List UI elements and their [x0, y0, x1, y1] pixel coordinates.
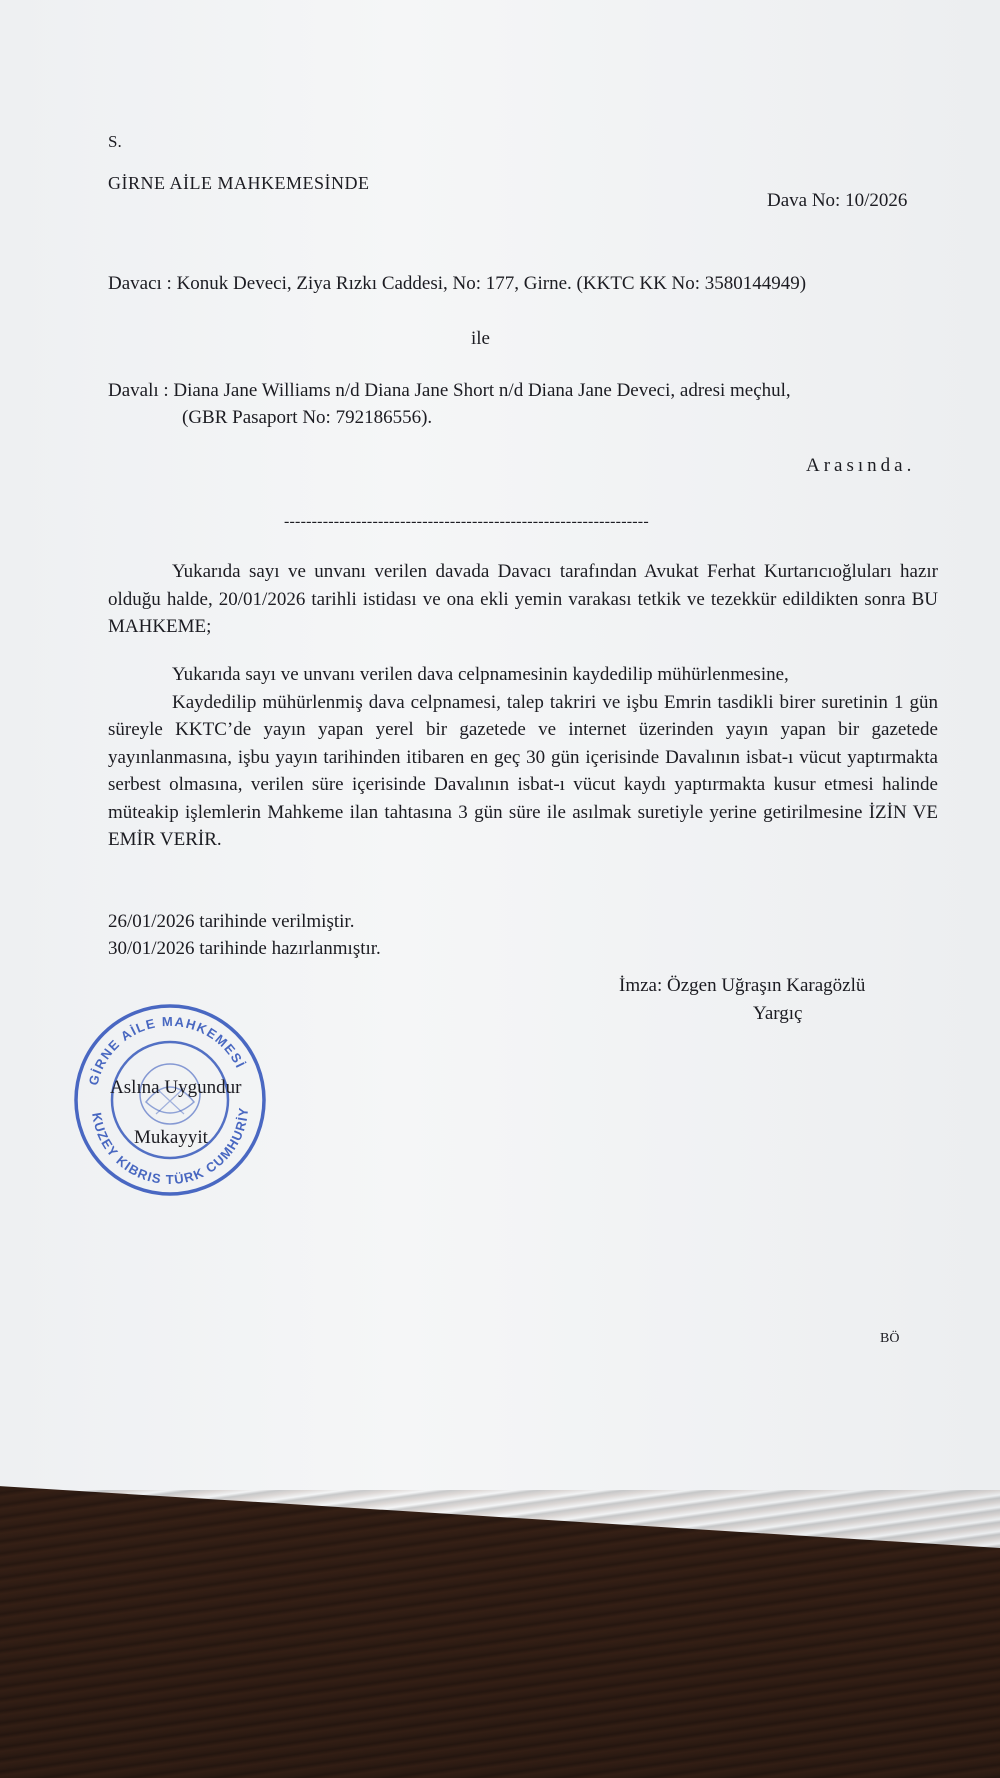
defendant-line-2: (GBR Pasaport No: 792186556).: [182, 407, 433, 428]
between-label: Arasında.: [806, 455, 916, 476]
reference-mark: S.: [108, 132, 122, 151]
case-number: Dava No: 10/2026: [767, 190, 908, 211]
initials: BÖ: [880, 1331, 900, 1346]
seal-graphic: [72, 1002, 268, 1198]
separator-line: ------------------------------------------------------------------: [284, 513, 649, 530]
defendant-line-1: Davalı : Diana Jane Williams n/d Diana Jane Short n/d Diana Jane Deveci, adresi meçhul,: [108, 380, 791, 401]
seal-text-bottom: KUZEY KIBRIS TÜRK CUMHURİY: [89, 1106, 252, 1188]
order-preamble: [108, 558, 938, 641]
court-seal: [72, 1002, 268, 1198]
prepared-date: 30/01/2026 tarihinde hazırlanmıştır.: [108, 938, 381, 959]
registrar-label: Mukayyit: [134, 1127, 208, 1148]
plaintiff-line: Davacı : Konuk Deveci, Ziya Rızkı Caddesi, No: 177, Girne. (KKTC KK No: 3580144949): [108, 273, 807, 294]
judge-signature: İmza: Özgen Uğraşın Karagözlü: [619, 975, 866, 996]
paragraph-seal-order: Yukarıda sayı ve unvanı verilen dava celpnamesinin kaydedilip mühürlenmesine,: [172, 664, 789, 685]
conjunction-ile: ile: [471, 328, 490, 349]
court-name: GİRNE AİLE MAHKEMESİNDE: [108, 173, 370, 193]
paragraph-preamble: Yukarıda sayı ve unvanı verilen davada Davacı tarafından Avukat Ferhat Kurtarıcıoğluları hazır olduğu halde, 20/01/2026 tarihli istidası ve ona ekli yemin varakası tetkik ve tezekkür edildikten sonra BU MAHKEME;: [108, 561, 938, 637]
given-date: 26/01/2026 tarihinde verilmiştir.: [108, 911, 355, 932]
seal-text-top: GİRNE AİLE MAHKEMESİ: [85, 1013, 249, 1087]
paragraph-publication-order: Kaydedilip mühürlenmiş dava celpnamesi, talep takriri ve işbu Emrin tasdikli birer suretinin 1 gün süreyle KKTC’de yayın yapan yerel bir gazetede ve internet üzerinden yayın yapan bir gazetede yayınlanmasına, işbu yayın tarihinden itibaren en geç 30 gün içerisinde Davalının isbat-ı vücut yaptırmakta serbest olmasına, verilen süre içerisinde Davalının isbat-ı vücut kaydı yaptırmakta kusur etmesi halinde müteakip işlemlerin Mahkeme ilan tahtasına 3 gün süre ile asılmak suretiyle yerine getirilmesine İZİN VE EMİR VERİR.: [108, 691, 938, 850]
order-body: [108, 661, 938, 854]
certified-copy-line: Aslına Uygundur: [110, 1077, 242, 1098]
judge-title: Yargıç: [753, 1003, 803, 1024]
